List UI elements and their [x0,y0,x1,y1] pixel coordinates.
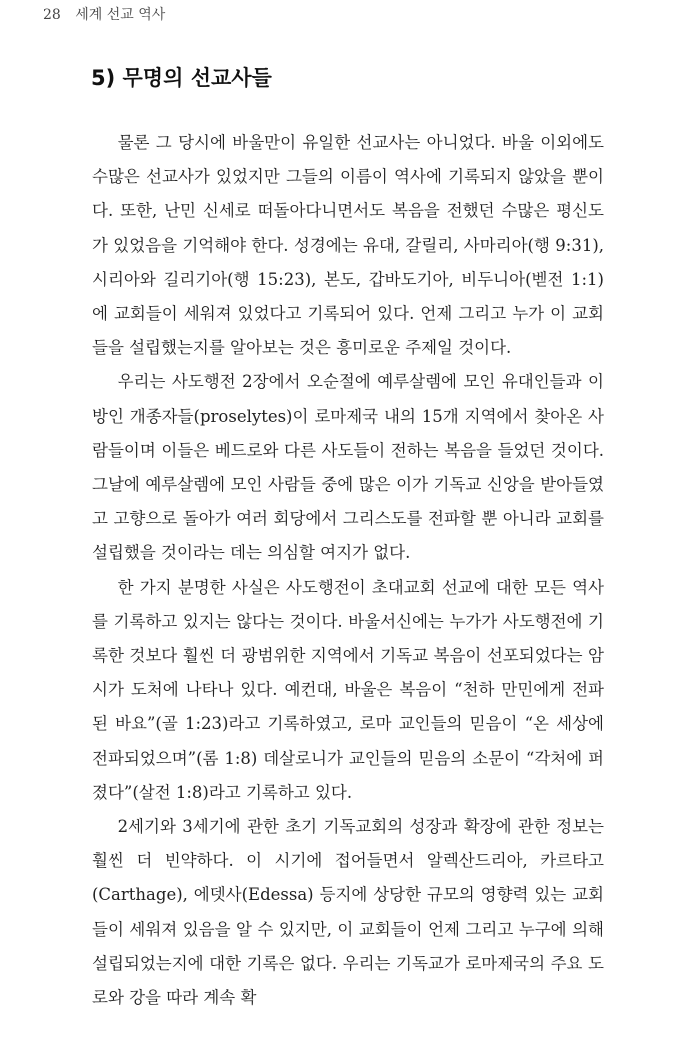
paragraph: 물론 그 당시에 바울만이 유일한 선교사는 아니었다. 바울 이외에도 수많은 선교사가 있었지만 그들의 이름이 역사에 기록되지 않았을 뿐이다. 또한, 난민 신세로 떠돌아다니면서도 복음을 전했던 수많은 평신도가 있었음을 기억해야 한다. 성경에는 유대, 갈릴리, 사마리아(행 9:31), 시리아와 길리기아(행 15:23), 본도, 갑바도기아, 비두니아(벧전 1:1)에 교회들이 세워져 있었다고 기록되어 있다. 언제 그리고 누가 이 교회들을 설립했는지를 알아보는 것은 흥미로운 주제일 것이다. [92,133,604,358]
running-header [43,4,165,24]
page-number: 28 [43,7,61,23]
paragraph: 한 가지 분명한 사실은 사도행전이 초대교회 선교에 대한 모든 역사를 기록하고 있지는 않다는 것이다. 바울서신에는 누가가 사도행전에 기록한 것보다 훨씬 더 광범위한 지역에서 기독교 복음이 선포되었다는 암시가 도처에 나타나 있다. 예컨대, 바울은 복음이 “천하 만민에게 전파된 바요”(골 1:23)라고 기록하였고, 로마 교인들의 믿음이 “온 세상에 전파되었으며”(롬 1:8) 데살로니가 교인들의 믿음의 소문이 “각처에 퍼졌다”(살전 1:8)라고 기록하고 있다. [92,577,604,802]
body-text [92,126,604,1015]
paragraph: 우리는 사도행전 2장에서 오순절에 예루살렘에 모인 유대인들과 이방인 개종자들(proselytes)이 로마제국 내의 15개 지역에서 찾아온 사람들이며 이들은 베드로와 다른 사도들이 전하는 복음을 들었던 것이다. 그날에 예루살렘에 모인 사람들 중에 많은 이가 기독교 신앙을 받아들였고 고향으로 돌아가 여러 회당에서 그리스도를 전파할 뿐 아니라 교회를 설립했을 것이라는 데는 의심할 여지가 없다. [92,372,604,563]
paragraph: 2세기와 3세기에 관한 초기 기독교회의 성장과 확장에 관한 정보는 훨씬 더 빈약하다. 이 시기에 접어들면서 알렉산드리아, 카르타고(Carthage), 에뎃사(Edessa) 등지에 상당한 규모의 영향력 있는 교회들이 세워져 있음을 알 수 있지만, 이 교회들이 언제 그리고 누구에 의해 설립되었는지에 대한 기록은 없다. 우리는 기독교가 로마제국의 주요 도로와 강을 따라 계속 확 [92,817,604,1008]
book-title: 세계 선교 역사 [75,7,166,23]
section-title: 5) 무명의 선교사들 [91,66,272,90]
